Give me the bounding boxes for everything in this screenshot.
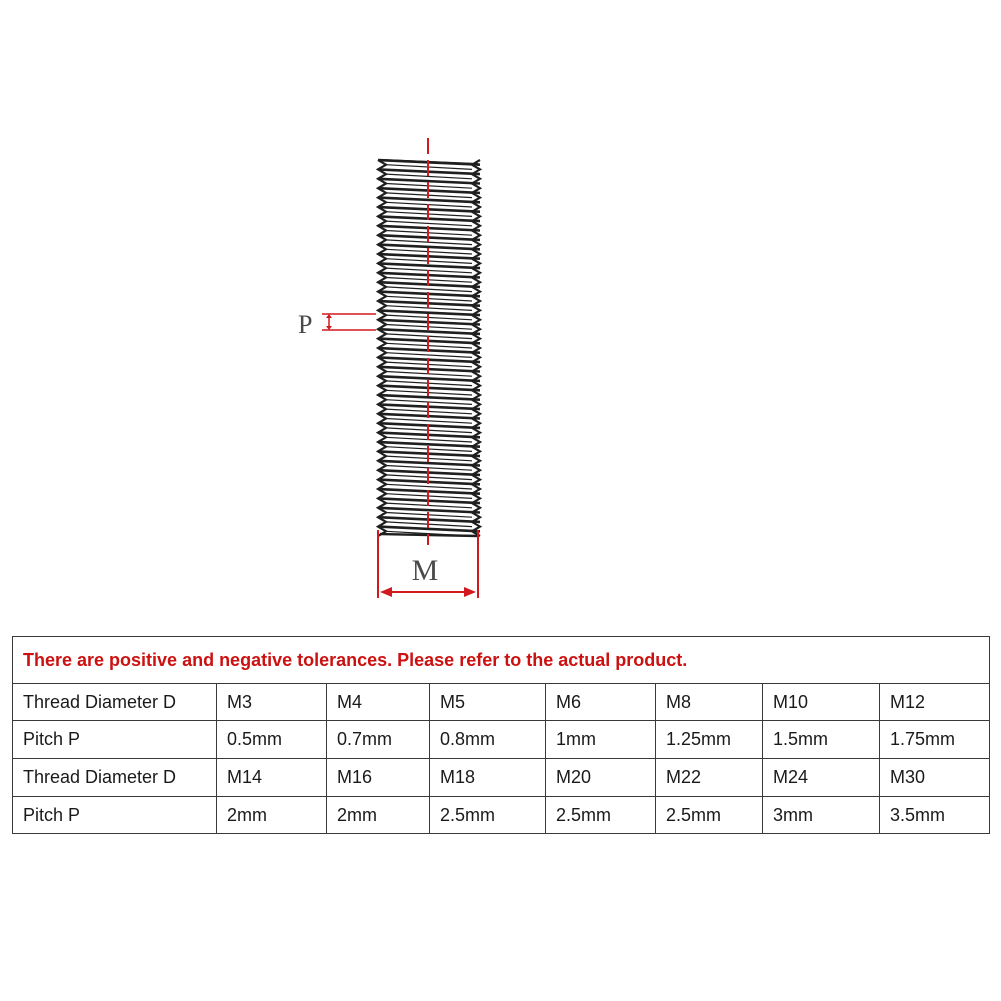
table-cell: 1mm bbox=[546, 721, 656, 759]
thread-root bbox=[386, 419, 472, 424]
table-cell: M30 bbox=[880, 759, 990, 797]
table-cell: M20 bbox=[546, 759, 656, 797]
row-label: Thread Diameter D bbox=[13, 684, 217, 721]
table-cell: M12 bbox=[880, 684, 990, 721]
table-cell: 2mm bbox=[217, 797, 327, 834]
spec-table bbox=[12, 636, 990, 834]
table-cell: 1.5mm bbox=[763, 721, 880, 759]
table-cell: 3mm bbox=[763, 797, 880, 834]
table-row bbox=[13, 684, 990, 721]
thread-root bbox=[386, 221, 472, 226]
table-cell: M24 bbox=[763, 759, 880, 797]
thread-crest bbox=[378, 198, 480, 203]
table-row bbox=[13, 759, 990, 797]
diameter-label: M bbox=[411, 554, 439, 587]
pitch-label: P bbox=[298, 310, 313, 339]
row-label: Pitch P bbox=[13, 797, 217, 834]
thread-crest bbox=[378, 263, 480, 268]
thread-root bbox=[386, 484, 472, 489]
table-row bbox=[13, 721, 990, 759]
table-cell: M3 bbox=[217, 684, 327, 721]
table-cell: 3.5mm bbox=[880, 797, 990, 834]
table-cell: M5 bbox=[430, 684, 546, 721]
table-cell: M4 bbox=[327, 684, 430, 721]
table-cell: 2mm bbox=[327, 797, 430, 834]
row-label: Thread Diameter D bbox=[13, 759, 217, 797]
table-cell: 1.25mm bbox=[656, 721, 763, 759]
table-cell: 2.5mm bbox=[656, 797, 763, 834]
table-cell: 0.7mm bbox=[327, 721, 430, 759]
table-cell: M14 bbox=[217, 759, 327, 797]
row-label: Pitch P bbox=[13, 721, 217, 759]
table-cell: M6 bbox=[546, 684, 656, 721]
note-row bbox=[13, 637, 990, 684]
table-cell: 0.8mm bbox=[430, 721, 546, 759]
table-cell: M10 bbox=[763, 684, 880, 721]
thread-crest bbox=[378, 442, 480, 447]
table-row bbox=[13, 797, 990, 834]
table-cell: 2.5mm bbox=[546, 797, 656, 834]
table-cell: 2.5mm bbox=[430, 797, 546, 834]
thread-right-edge bbox=[472, 160, 480, 536]
thread-crest bbox=[378, 508, 480, 513]
tolerance-note: There are positive and negative tolerances. Please refer to the actual product. bbox=[13, 637, 990, 684]
thread-root bbox=[386, 287, 472, 292]
pitch-dimension bbox=[322, 314, 376, 330]
table-cell: M22 bbox=[656, 759, 763, 797]
table-cell: M8 bbox=[656, 684, 763, 721]
thread-root bbox=[386, 353, 472, 358]
table-cell: 0.5mm bbox=[217, 721, 327, 759]
table-cell: M16 bbox=[327, 759, 430, 797]
table-cell: M18 bbox=[430, 759, 546, 797]
table-cell: 1.75mm bbox=[880, 721, 990, 759]
